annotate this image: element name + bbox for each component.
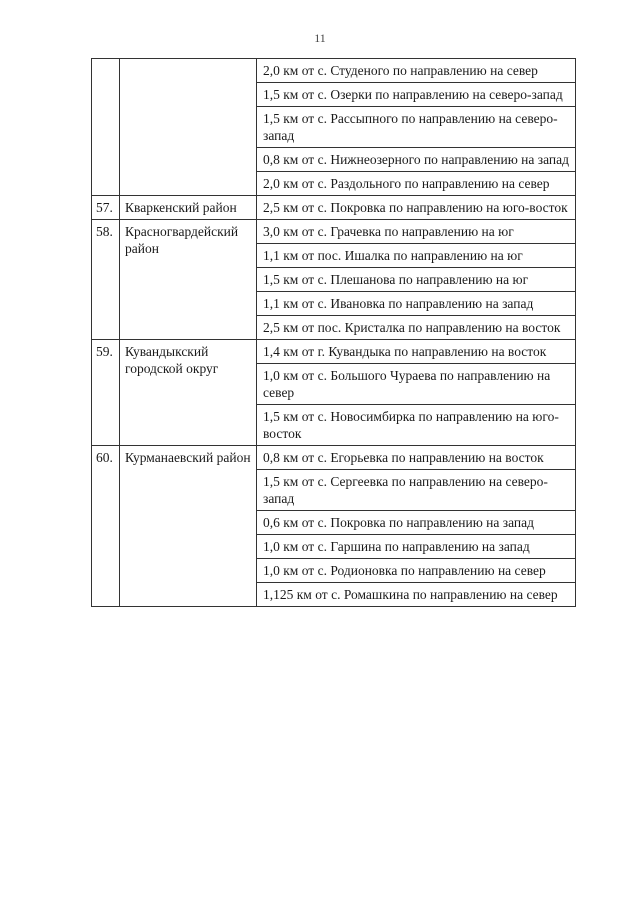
location-cell: 1,0 км от с. Гаршина по направлению на запад <box>257 535 576 559</box>
location-cell: 2,0 км от с. Раздольного по направлению на север <box>257 172 576 196</box>
location-cell: 1,5 км от с. Озерки по направлению на северо-запад <box>257 83 576 107</box>
location-cell: 1,5 км от с. Новосимбирка по направлению на юго-восток <box>257 405 576 446</box>
district-name-cell <box>120 59 257 196</box>
district-name-cell: Красногвардейский район <box>120 220 257 340</box>
location-cell: 3,0 км от с. Грачевка по направлению на юг <box>257 220 576 244</box>
district-name-cell: Кваркенский район <box>120 196 257 220</box>
row-number-cell: 57. <box>92 196 120 220</box>
district-name-cell: Кувандыкский городской округ <box>120 340 257 446</box>
location-cell: 0,8 км от с. Нижнеозерного по направлению на запад <box>257 148 576 172</box>
row-number-cell: 58. <box>92 220 120 340</box>
row-number-cell <box>92 59 120 196</box>
table-row <box>92 446 576 470</box>
location-cell: 1,5 км от с. Сергеевка по направлению на северо-запад <box>257 470 576 511</box>
table-row <box>92 340 576 364</box>
location-cell: 2,0 км от с. Студеного по направлению на север <box>257 59 576 83</box>
location-cell: 0,6 км от с. Покровка по направлению на запад <box>257 511 576 535</box>
table-body <box>92 59 576 607</box>
location-cell: 2,5 км от пос. Кристалка по направлению на восток <box>257 316 576 340</box>
district-name-cell: Курманаевский район <box>120 446 257 607</box>
location-cell: 2,5 км от с. Покровка по направлению на юго-восток <box>257 196 576 220</box>
row-number-cell: 60. <box>92 446 120 607</box>
location-cell: 1,5 км от с. Плешанова по направлению на юг <box>257 268 576 292</box>
table-row <box>92 220 576 244</box>
location-cell: 1,0 км от с. Родионовка по направлению на север <box>257 559 576 583</box>
location-cell: 1,1 км от пос. Ишалка по направлению на юг <box>257 244 576 268</box>
table-row <box>92 196 576 220</box>
location-cell: 1,5 км от с. Рассыпного по направлению на северо-запад <box>257 107 576 148</box>
page-number: 11 <box>314 31 326 45</box>
row-number-cell: 59. <box>92 340 120 446</box>
districts-table <box>91 58 576 607</box>
location-cell: 0,8 км от с. Егорьевка по направлению на восток <box>257 446 576 470</box>
location-cell: 1,4 км от г. Кувандыка по направлению на восток <box>257 340 576 364</box>
table-row <box>92 59 576 83</box>
location-cell: 1,1 км от с. Ивановка по направлению на запад <box>257 292 576 316</box>
location-cell: 1,0 км от с. Большого Чураева по направлению на север <box>257 364 576 405</box>
location-cell: 1,125 км от с. Ромашкина по направлению на север <box>257 583 576 607</box>
